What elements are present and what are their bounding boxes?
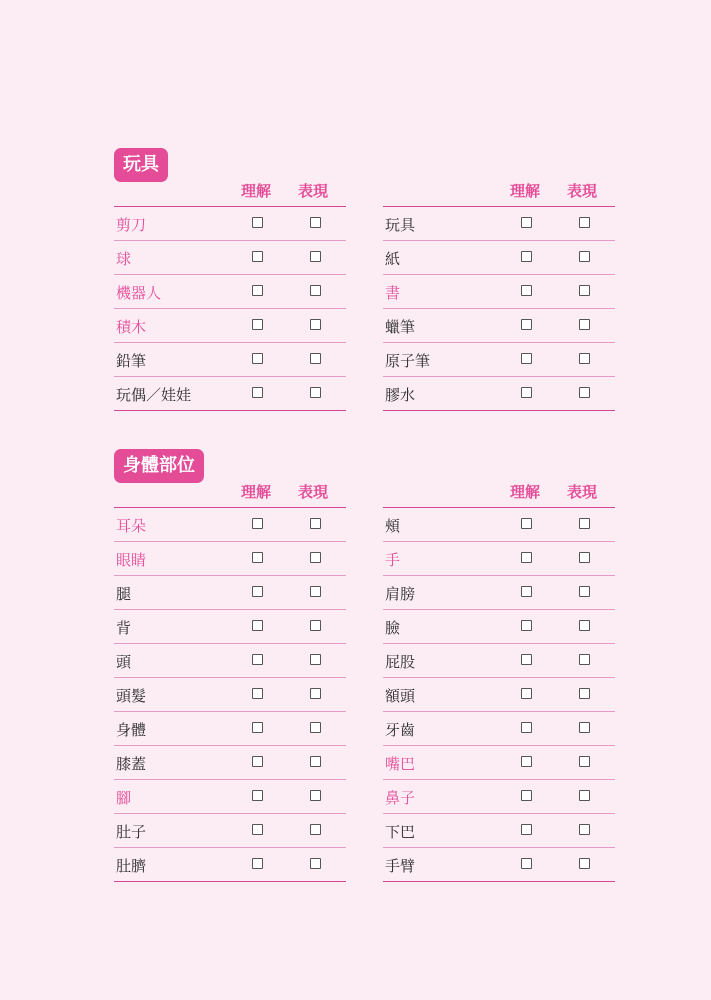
understand-checkbox[interactable]: [521, 518, 532, 529]
item-label: 下巴: [385, 823, 416, 841]
item-label: 機器人: [116, 284, 162, 302]
express-header: 表現: [298, 483, 329, 501]
item-label: 蠟筆: [385, 318, 416, 336]
item-label: 玩偶／娃娃: [116, 386, 192, 404]
understand-checkbox[interactable]: [252, 552, 263, 563]
express-checkbox[interactable]: [310, 518, 321, 529]
item-label: 手: [385, 551, 401, 569]
express-checkbox[interactable]: [310, 824, 321, 835]
express-checkbox[interactable]: [579, 387, 590, 398]
checklist-row: [383, 241, 615, 275]
express-checkbox[interactable]: [310, 319, 321, 330]
checklist-row: [383, 610, 615, 644]
checklist-row: [114, 848, 346, 882]
express-header: 表現: [567, 483, 598, 501]
item-label: 玩具: [385, 216, 416, 234]
item-label: 積木: [116, 318, 147, 336]
understand-checkbox[interactable]: [521, 586, 532, 597]
checklist-row: [383, 576, 615, 610]
checklist-row: [114, 275, 346, 309]
checklist-row: [114, 343, 346, 377]
checklist-row: [114, 814, 346, 848]
understand-checkbox[interactable]: [521, 319, 532, 330]
item-label: 腿: [116, 585, 132, 603]
express-checkbox[interactable]: [310, 654, 321, 665]
checklist-row: [383, 309, 615, 343]
express-checkbox[interactable]: [310, 586, 321, 597]
express-checkbox[interactable]: [579, 756, 590, 767]
understand-checkbox[interactable]: [252, 518, 263, 529]
understand-checkbox[interactable]: [521, 722, 532, 733]
understand-header: 理解: [510, 182, 541, 200]
checklist-row: [114, 309, 346, 343]
column-header: [114, 477, 346, 508]
item-label: 臉: [385, 619, 401, 637]
item-label: 剪刀: [116, 216, 147, 234]
section-title: 玩具: [114, 148, 168, 182]
checklist-row: [114, 746, 346, 780]
item-label: 鼻子: [385, 789, 416, 807]
item-label: 肩膀: [385, 585, 416, 603]
understand-checkbox[interactable]: [252, 790, 263, 801]
item-label: 牙齒: [385, 721, 416, 739]
item-label: 額頭: [385, 687, 416, 705]
understand-checkbox[interactable]: [521, 217, 532, 228]
item-label: 身體: [116, 721, 147, 739]
express-checkbox[interactable]: [310, 858, 321, 869]
understand-checkbox[interactable]: [521, 824, 532, 835]
express-checkbox[interactable]: [579, 285, 590, 296]
express-checkbox[interactable]: [579, 620, 590, 631]
express-header: 表現: [567, 182, 598, 200]
item-label: 肚臍: [116, 857, 147, 875]
column-header: [383, 477, 615, 508]
checklist-column-left: [114, 477, 346, 882]
understand-header: 理解: [241, 483, 272, 501]
checklist-row: [114, 377, 346, 411]
understand-checkbox[interactable]: [521, 387, 532, 398]
checklist-row: [383, 377, 615, 411]
understand-checkbox[interactable]: [521, 756, 532, 767]
understand-checkbox[interactable]: [252, 620, 263, 631]
item-label: 手臂: [385, 857, 416, 875]
understand-checkbox[interactable]: [521, 620, 532, 631]
understand-checkbox[interactable]: [252, 722, 263, 733]
checklist-row: [383, 207, 615, 241]
understand-checkbox[interactable]: [252, 688, 263, 699]
checklist-row: [383, 780, 615, 814]
item-label: 腳: [116, 789, 132, 807]
item-label: 書: [385, 284, 401, 302]
express-checkbox[interactable]: [310, 251, 321, 262]
checklist-row: [114, 241, 346, 275]
understand-checkbox[interactable]: [252, 319, 263, 330]
express-checkbox[interactable]: [310, 285, 321, 296]
item-label: 膝蓋: [116, 755, 147, 773]
column-header: [114, 176, 346, 207]
express-checkbox[interactable]: [579, 858, 590, 869]
item-label: 頰: [385, 517, 401, 535]
checklist-column-right: [383, 176, 615, 411]
express-checkbox[interactable]: [579, 824, 590, 835]
express-checkbox[interactable]: [579, 688, 590, 699]
express-checkbox[interactable]: [310, 620, 321, 631]
understand-checkbox[interactable]: [252, 586, 263, 597]
checklist-row: [383, 644, 615, 678]
item-label: 背: [116, 619, 132, 637]
understand-header: 理解: [510, 483, 541, 501]
express-checkbox[interactable]: [579, 552, 590, 563]
checklist-row: [114, 644, 346, 678]
express-checkbox[interactable]: [579, 722, 590, 733]
express-header: 表現: [298, 182, 329, 200]
checklist-column-left: [114, 176, 346, 411]
express-checkbox[interactable]: [310, 387, 321, 398]
checklist-row: [383, 508, 615, 542]
section-toys: [114, 148, 615, 404]
item-label: 原子筆: [385, 352, 431, 370]
understand-header: 理解: [241, 182, 272, 200]
checklist-row: [114, 508, 346, 542]
understand-checkbox[interactable]: [252, 824, 263, 835]
item-label: 嘴巴: [385, 755, 416, 773]
express-checkbox[interactable]: [579, 251, 590, 262]
item-label: 鉛筆: [116, 352, 147, 370]
understand-checkbox[interactable]: [521, 858, 532, 869]
section-title: 身體部位: [114, 449, 204, 483]
understand-checkbox[interactable]: [521, 285, 532, 296]
checklist-row: [383, 746, 615, 780]
express-checkbox[interactable]: [310, 552, 321, 563]
understand-checkbox[interactable]: [521, 654, 532, 665]
express-checkbox[interactable]: [579, 654, 590, 665]
checklist-row: [383, 343, 615, 377]
express-checkbox[interactable]: [579, 586, 590, 597]
express-checkbox[interactable]: [310, 722, 321, 733]
understand-checkbox[interactable]: [252, 858, 263, 869]
express-checkbox[interactable]: [310, 756, 321, 767]
understand-checkbox[interactable]: [252, 251, 263, 262]
checklist-row: [114, 712, 346, 746]
understand-checkbox[interactable]: [252, 756, 263, 767]
checklist-row: [114, 610, 346, 644]
checklist-row: [383, 712, 615, 746]
express-checkbox[interactable]: [310, 688, 321, 699]
section-body-parts: [114, 449, 615, 875]
express-checkbox[interactable]: [310, 790, 321, 801]
express-checkbox[interactable]: [579, 353, 590, 364]
express-checkbox[interactable]: [579, 217, 590, 228]
checklist-row: [114, 207, 346, 241]
item-label: 膠水: [385, 386, 416, 404]
item-label: 肚子: [116, 823, 147, 841]
understand-checkbox[interactable]: [252, 387, 263, 398]
express-checkbox[interactable]: [579, 518, 590, 529]
express-checkbox[interactable]: [579, 790, 590, 801]
understand-checkbox[interactable]: [521, 353, 532, 364]
item-label: 眼睛: [116, 551, 147, 569]
checklist-row: [383, 678, 615, 712]
checklist-row: [383, 848, 615, 882]
express-checkbox[interactable]: [579, 319, 590, 330]
understand-checkbox[interactable]: [252, 217, 263, 228]
understand-checkbox[interactable]: [252, 285, 263, 296]
item-label: 屁股: [385, 653, 416, 671]
checklist-row: [114, 678, 346, 712]
express-checkbox[interactable]: [310, 217, 321, 228]
column-header: [383, 176, 615, 207]
checklist-row: [383, 275, 615, 309]
checklist-row: [114, 542, 346, 576]
understand-checkbox[interactable]: [521, 251, 532, 262]
understand-checkbox[interactable]: [252, 654, 263, 665]
checklist-row: [383, 542, 615, 576]
checklist-row: [114, 780, 346, 814]
checklist-row: [114, 576, 346, 610]
understand-checkbox[interactable]: [521, 790, 532, 801]
express-checkbox[interactable]: [310, 353, 321, 364]
item-label: 頭: [116, 653, 132, 671]
checklist-row: [383, 814, 615, 848]
item-label: 紙: [385, 250, 401, 268]
understand-checkbox[interactable]: [521, 688, 532, 699]
understand-checkbox[interactable]: [521, 552, 532, 563]
item-label: 球: [116, 250, 132, 268]
item-label: 頭髮: [116, 687, 147, 705]
checklist-column-right: [383, 477, 615, 882]
understand-checkbox[interactable]: [252, 353, 263, 364]
item-label: 耳朵: [116, 517, 147, 535]
